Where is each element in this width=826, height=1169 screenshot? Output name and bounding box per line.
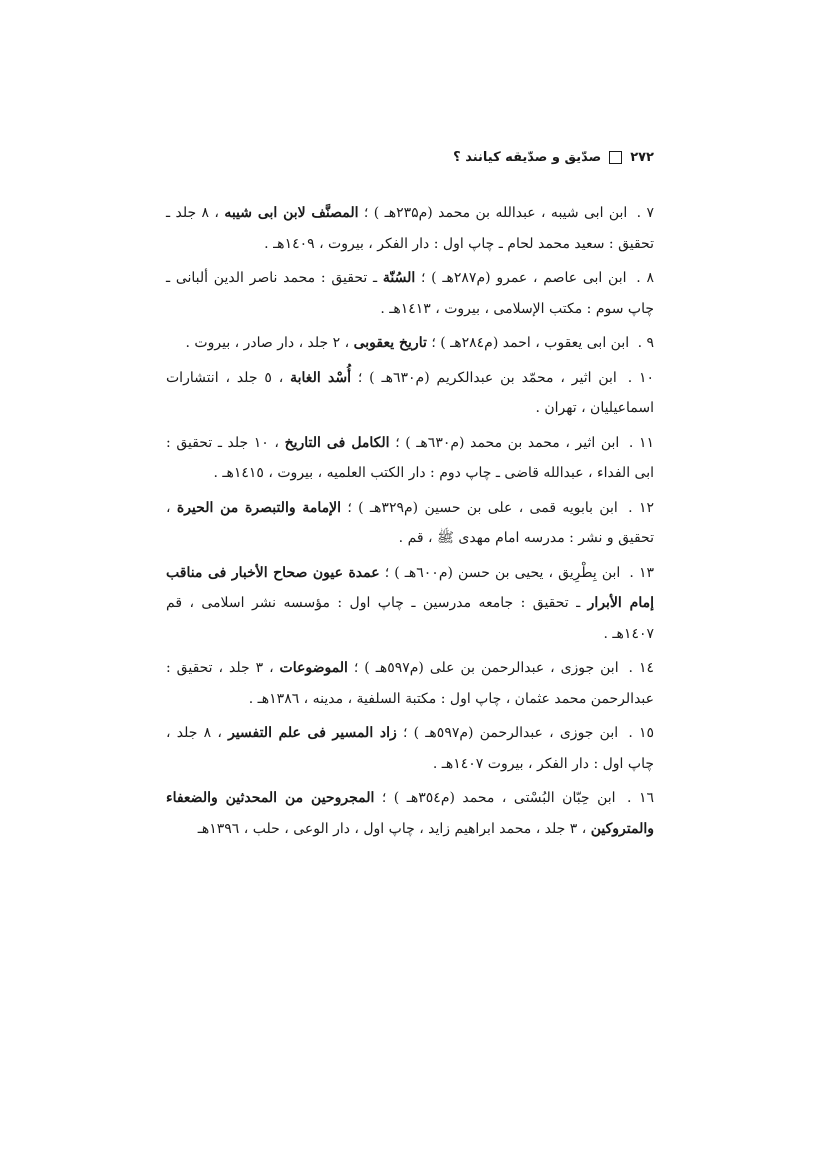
bibliography-entry <box>166 493 654 554</box>
entry-number: ۷ . <box>636 205 655 221</box>
square-ornament-icon <box>609 151 622 164</box>
entry-title: زاد المسیر فی علم التفسیر <box>228 725 397 741</box>
entry-number: ۹ . <box>637 335 654 351</box>
entry-author: ابن ابی یعقوب ، احمد (م۲۸٤هـ ) ؛ <box>431 335 630 351</box>
bibliography-entry <box>166 263 654 324</box>
entry-title: أُسْد الغابة <box>290 369 351 386</box>
running-header <box>453 150 654 165</box>
entry-details: ـ تحقیق : جامعه مدرسین ـ چاپ اول : مؤسسه نشر اسلامی ، قم ۱٤۰۷هـ . <box>166 595 654 642</box>
entry-title: المصنَّف لابن ابی شیبه <box>224 205 359 221</box>
entry-number: ۸ . <box>636 270 654 286</box>
bibliography-entry <box>166 198 654 259</box>
entry-number: ۱٥ . <box>628 725 655 741</box>
bibliography-entry <box>166 558 654 650</box>
entry-details: ، ۳ جلد ، تحقیق : عبدالرحمن محمد عثمان ، چاپ اول : مکتبة السلفیة ، مدینه ، ۱۳۸٦هـ . <box>166 660 654 707</box>
entry-title: عمدة عیون صحاح الأخبار فی مناقب إمام الأبرار <box>166 564 654 611</box>
entry-author: ابن حِبّان البُسْتی ، محمد (م۳٥٤هـ ) ؛ <box>381 790 616 806</box>
entry-title: السُنّة <box>382 270 416 286</box>
bibliography-entry <box>166 653 654 714</box>
entry-author: ابن جوزی ، عبدالرحمن (م٥۹۷هـ ) ؛ <box>402 725 619 741</box>
bibliography-entry <box>166 428 654 489</box>
entry-author: ابن ابی شیبه ، عبدالله بن محمد (م۲۳۵هـ ) ؛ <box>363 205 628 221</box>
entry-author: ابن بابویه قمی ، علی بن حسین (م۳۲۹هـ ) ؛ <box>347 499 618 516</box>
entry-number: ۱٤ . <box>628 660 654 676</box>
entry-details: ، ۱۰ جلد ـ تحقیق : ابی الفداء ، عبدالله قاضی ـ چاپ دوم : دار الکتب العلمیه ، بیروت ، ۱٤۱٥هـ . <box>166 434 654 481</box>
bibliography-entry <box>166 328 654 359</box>
entry-details: ، ۸ جلد ـ تحقیق : سعید محمد لحام ـ چاپ اول : دار الفکر ، بیروت ، ۱٤۰۹هـ . <box>166 205 654 252</box>
bibliography-entry <box>166 783 654 844</box>
entry-title: الکامل فی التاریخ <box>284 434 390 451</box>
entry-author: ابن بِطْرِیق ، یحیی بن حسن (م٦۰۰هـ ) ؛ <box>384 564 621 581</box>
entry-number: ۱۱ . <box>628 434 655 451</box>
entry-author: ابن جوزی ، عبدالرحمن بن علی (م٥۹۷هـ ) ؛ <box>353 660 619 676</box>
bibliography-entry <box>166 363 654 424</box>
entry-number: ۱۰ . <box>627 369 655 386</box>
entry-title: الموضوعات <box>279 660 348 676</box>
chapter-title: صدّیق و صدّیقه کیانند ؟ <box>453 150 602 165</box>
entry-details: ، ٥ جلد ، انتشارات اسماعیلیان ، تهران . <box>166 369 654 416</box>
entry-title: المجروحین من المحدثین والضعفاء والمتروکین <box>166 790 654 837</box>
entry-details: ، ۸ جلد ، چاپ اول : دار الفکر ، بیروت ۱٤۰۷هـ . <box>166 725 654 772</box>
entry-details: ، ۲ جلد ، دار صادر ، بیروت . <box>185 335 350 351</box>
entry-number: ۱٦ . <box>627 790 655 806</box>
entry-title: تاریخ یعقوبی <box>353 335 427 351</box>
bibliography-entry <box>166 718 654 779</box>
entry-details: ـ تحقیق : محمد ناصر الدین ألبانی ـ چاپ سوم : مکتب الإسلامی ، بیروت ، ۱٤۱۳هـ . <box>166 270 654 317</box>
entry-details: ، ۳ جلد ، محمد ابراهیم زاید ، چاپ اول ، دار الوعی ، حلب ، ۱۳۹٦هـ <box>197 820 587 837</box>
entry-details: ، تحقیق و نشر : مدرسه امام مهدی ﷺ ، قم . <box>166 499 654 546</box>
entry-number: ۱۲ . <box>628 499 655 516</box>
page-number: ۲۷۲ <box>630 150 654 165</box>
entry-title: الإمامة والتبصرة من الحیرة <box>176 499 341 516</box>
entry-author: ابن اثیر ، محمّد بن عبدالکریم (م٦۳۰هـ ) ؛ <box>357 369 617 386</box>
entry-author: ابن ابی عاصم ، عمرو (م۲۸۷هـ ) ؛ <box>420 270 627 286</box>
entry-author: ابن اثیر ، محمد بن محمد (م٦۳۰هـ ) ؛ <box>395 434 620 451</box>
entry-number: ۱۳ . <box>629 564 655 581</box>
bibliography-list <box>166 198 654 848</box>
